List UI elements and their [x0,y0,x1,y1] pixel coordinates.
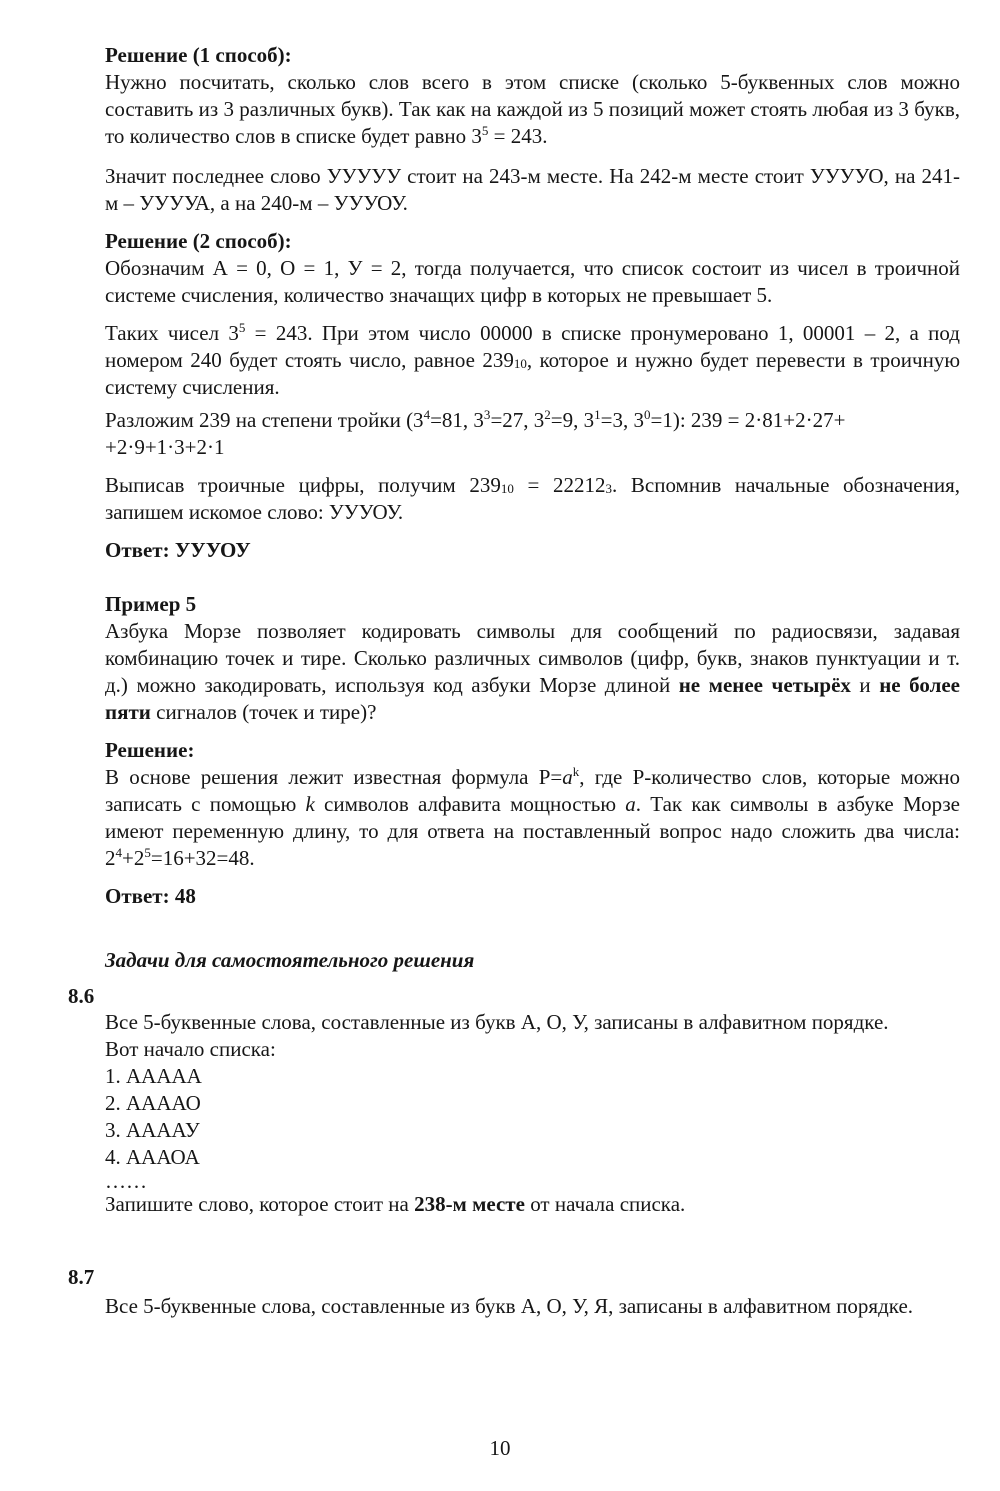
solution-2-paragraph-1: Обозначим А = 0, О = 1, У = 2, тогда получается, что список состоит из чисел в троичной системе счисления, количество значащих цифр в которых не превышает 5. [105,256,960,307]
solution-2-paragraph-2: Таких чисел $3^5 = 243$. При этом число 00000 в списке пронумеровано 1, 00001 – 2, а под номером 240 будет стоять число, равное $239_{10}$, которое и нужно будет перевести в троичную систему счисления. [105,320,961,399]
list-item: 3. ААААУ [105,1118,200,1142]
example-5-heading: Пример 5 [105,592,197,616]
solution-2-decomposition: Разложим 239 на степени тройки ($3^4=81$, $3^3=27$, $3^2=9$, $3^1=3$, $3^0=1$): 239 = 2·81+2·27+ +2·9+1·3+2·1 [105,407,846,459]
solution-1-paragraph-2: Значит последнее слово УУУУУ стоит на 243-м месте. На 242-м месте стоит УУУУО, на 241-м – УУУУА, а на 240-м – УУУОУ. [105,164,960,215]
solution-2-answer: Ответ: УУУОУ [105,538,251,562]
list-item: 1. ААААА [105,1064,202,1088]
example-5-solution-heading: Решение: [105,738,195,762]
example-5-answer: Ответ: 48 [105,884,196,908]
list-item: 4. АААОА [105,1145,200,1169]
example-5-text: Азбука Морзе позволяет кодировать символы для сообщений по радиосвязи, задавая комбинацию точек и тире. Сколько различных символов (цифр, букв, знаков пунктуации и т. д.) можно закодировать, используя код азбуки Морзе длиной не менее четырёх и не более пяти сигналов (точек и тире)? [105,619,960,724]
solution-2-paragraph-4: Выписав троичные цифры, получим $239_{10} = 22212_3$. Вспомнив начальные обозначения, запишем искомое слово: УУУОУ. [105,473,960,524]
solution-2-heading: Решение (2 способ): [105,229,292,253]
solution-1-heading: Решение (1 способ): [105,43,292,67]
solution-1-paragraph-1: Нужно посчитать, сколько слов всего в этом списке (сколько 5-буквенных слов можно составить из 3 различных букв). Так как на каждой из 5 позиций может стоять любая из 3 букв, то количество слов в списке будет равно $3^5 = 243$. [105,70,960,148]
list-ellipsis: …… [105,1169,147,1193]
task-8-6-question: Запишите слово, которое стоит на 238-м месте от начала списка. [105,1192,686,1216]
task-8-7-number: 8.7 [68,1265,95,1289]
task-8-6-number: 8.6 [68,984,95,1008]
list-item: 2. ААААО [105,1091,201,1115]
page-number: 10 [489,1436,511,1460]
example-5-solution-text: В основе решения лежит известная формула $P=a^k$, где P-количество слов, которые можно записать с помощью k символов алфавита мощностью a. Так как символы в азбуке Морзе имеют переменную длину, то для ответа на поставленный вопрос надо сложить два числа: $2^4+2^5=16+32=48$. [105,764,961,870]
tasks-heading: Задачи для самостоятельного решения [105,948,475,972]
task-8-7-text: Все 5-буквенные слова, составленные из букв А, О, У, Я, записаны в алфавитном порядке. [105,1294,914,1318]
task-8-6-line-2: Вот начало списка: [105,1037,276,1061]
task-8-6-body [105,1009,960,1218]
task-8-6-line-1: Все 5-буквенные слова, составленные из букв А, О, У, записаны в алфавитном порядке. [105,1010,889,1034]
